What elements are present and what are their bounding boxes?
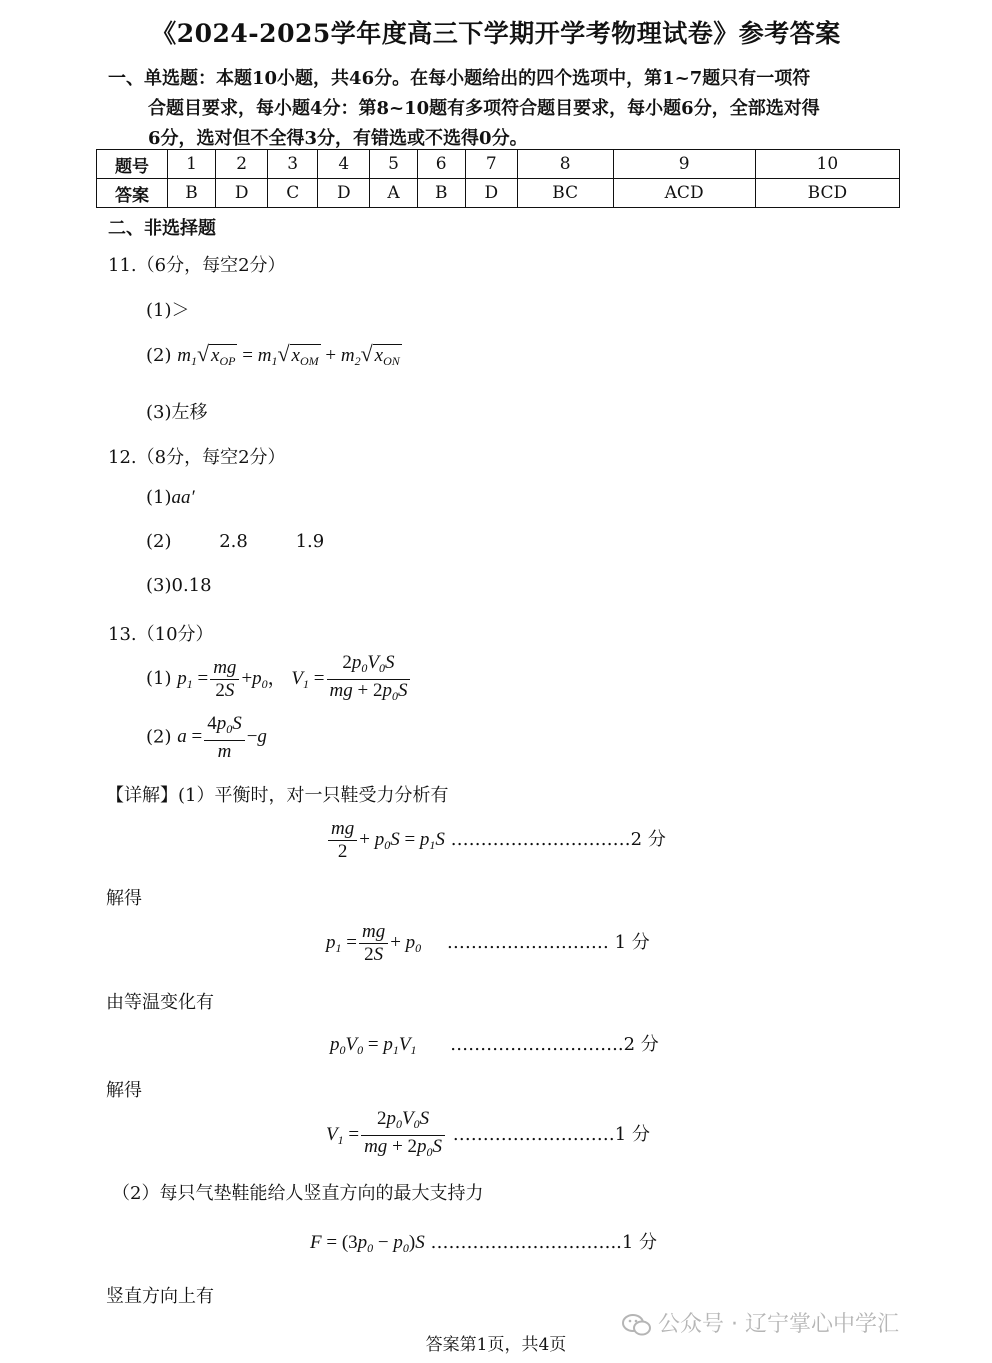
table-cell: 3 [268,150,318,179]
q12-answer-2 [146,531,324,552]
equation-2-formula: $p_1$ = $\frac{mg}{2S}$ + $p_0$ [326,921,422,965]
q13-answer-2 [146,713,267,763]
isothermal-text: 由等温变化有 [106,992,214,1013]
equation-2 [326,921,650,966]
table-cell: C [268,179,318,208]
score-1: …………………………2 分 [450,828,666,850]
table-cell: 7 [465,150,517,179]
q12-answer-1-value: aa′ [171,487,195,508]
q11-formula: $m_1√$ $x_{OP} = m_1√$ $x_{OM} + m_2√$ $x_{ON}$ [177,341,400,368]
table-cell: B [168,179,216,208]
q11-answer-3: (3)左移 [146,402,208,423]
table-cell: 5 [370,150,417,179]
q13-answer-1-label: (1) [146,667,172,689]
equation-3-formula: $p_0V_0 = p_1V_1$ [330,1034,417,1057]
q12-answer-1-label: (1) [146,487,172,508]
section1-line3: 6分，选对但不全得3分，有错选或不选得0分。 [148,128,528,149]
equation-1-formula: $\frac{mg}{2}$ + $p_0S = p_1S$ [326,829,445,850]
answer-table [96,149,900,208]
q13-heading: 13.（10分） [108,624,214,645]
detail-intro: 【详解】(1）平衡时，对一只鞋受力分析有 [106,785,449,806]
table-cell: A [370,179,417,208]
equation-4 [326,1108,650,1163]
table-cell: BC [517,179,613,208]
q12-answer-1 [146,487,195,509]
table-row-numbers [97,150,900,179]
table-cell: 4 [318,150,370,179]
q11-heading: 11.（6分，每空2分） [108,255,286,276]
table-header-answer: 答案 [97,179,168,208]
part2-text: （2）每只气垫鞋能给人竖直方向的最大支持力 [112,1183,484,1204]
table-header-number: 题号 [97,150,168,179]
section1-line2: 合题目要求，每小题4分：第8~10题有多项符合题目要求，每小题6分，全部选对得 [148,98,820,119]
solve-2: 解得 [106,1080,142,1101]
page-footer: 答案第1页，共4页 [425,1335,567,1355]
score-4: ………………………1 分 [452,1123,650,1145]
q12-heading: 12.（8分，每空2分） [108,447,286,468]
table-cell: 6 [417,150,465,179]
q11-answer-1: (1)＞ [146,300,190,321]
q13-formula-1: $p_1$ = $\frac{mg}{2S}$ $+p_0$， $V_1$ = $\frac{2p_0V_0S}{mg + 2p_0S}$ [177,668,412,689]
table-cell: D [465,179,517,208]
q13-formula-2: a = $\frac{4p_0S}{m}$ −g [177,713,267,762]
table-cell: 2 [216,150,268,179]
equation-4-formula: $V_1$ = $\frac{2p_0V_0S}{mg + 2p_0S}$ [326,1124,447,1145]
table-cell: D [216,179,268,208]
table-cell: 9 [613,150,755,179]
table-cell: 10 [755,150,899,179]
solve-1: 解得 [106,888,142,909]
q12-answer-3: (3)0.18 [146,575,212,596]
table-cell: BCD [755,179,899,208]
equation-5 [310,1228,657,1256]
vertical-text: 竖直方向上有 [106,1286,214,1307]
section1-line1: 一、单选题：本题10小题，共46分。在每小题给出的四个选项中，第1~7题只有一项符 [108,68,811,89]
watermark-text: 公众号 · 辽宁掌心中学汇 [658,1312,899,1337]
equation-3 [330,1030,659,1058]
table-cell: ACD [613,179,755,208]
table-row-answers [97,179,900,208]
q12-answer-2-value-1: 2.8 [219,531,248,552]
table-cell: 8 [517,150,613,179]
score-2: ……………………… 1 分 [446,931,650,953]
table-cell: B [417,179,465,208]
score-5: …………………………..1 分 [430,1232,658,1253]
q12-answer-2-value-2: 1.9 [295,531,325,552]
equation-5-formula: $F = (3p_0 - p_0)S$ [310,1232,425,1255]
equation-1 [326,818,666,863]
table-cell: D [318,179,370,208]
table-cell: 1 [168,150,216,179]
q13-answer-2-label: (2) [146,726,172,748]
q13-answer-1 [146,652,412,707]
section1-instructions [108,64,898,154]
q12-answer-2-label: (2) [146,531,172,552]
section2-heading: 二、非选择题 [108,218,216,239]
page-title: 《2024-2025学年度高三下学期开学考物理试卷》参考答案 [151,19,841,48]
score-3: ………………………..2 分 [450,1034,659,1055]
q11-answer-2-label: (2) [146,345,172,366]
q11-answer-2 [146,341,402,369]
